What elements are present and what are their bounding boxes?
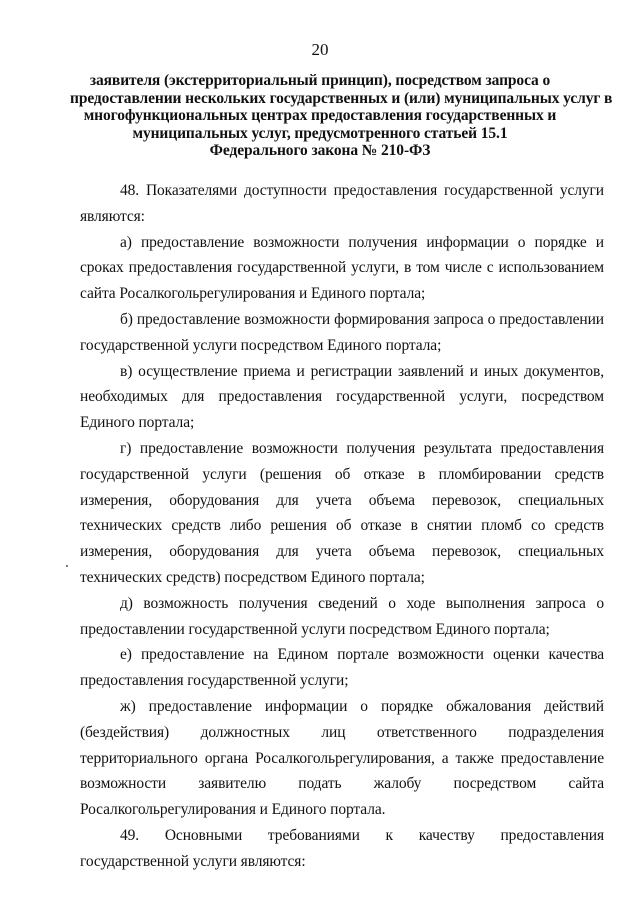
paragraph-48: 48. Показателями доступности предоставления государственной услуги являются: xyxy=(80,182,604,225)
paragraph-49: 49. Основными требованиями к качеству предоставления государственной услуги являются: xyxy=(80,826,604,870)
section-heading xyxy=(70,72,613,160)
heading-line: Федерального закона № 210-ФЗ xyxy=(209,142,431,159)
paragraph-item-b: б) предоставление возможности формирования запроса о предоставлении государственной услуги посредством Единого портала; xyxy=(80,310,604,354)
paragraph-item-e: е) предоставление на Едином портале возможности оценки качества предоставления государственной услуги; xyxy=(80,646,604,690)
heading-line: муниципальных услуг, предусмотренного статьей 15.1 xyxy=(132,124,508,142)
paragraph-item-d: д) возможность получения сведений о ходе выполнения запроса о предоставлении государственной услуги посредством Единого портала; xyxy=(80,594,604,638)
paragraph-item-zh: ж) предоставление информации о порядке обжалования действий (бездействия) должностных лиц ответственного подразделения территориального органа Росалкогольрегулирования, а также предоставление возможности заявителю подать жалобу посредством сайта Росалкогольрегулирования и Единого портала. xyxy=(80,697,604,819)
document-body xyxy=(80,178,604,875)
paragraph-item-v: в) осуществление приема и регистрации заявлений и иных документов, необходимых для предоставления государственной услуги, посредством Единого портала; xyxy=(80,362,604,432)
scan-speck xyxy=(66,565,68,567)
paragraph-item-a: а) предоставление возможности получения информации о порядке и сроках предоставления государственной услуги, в том числе с использованием сайта Росалкогольрегулирования и Единого портала; xyxy=(80,233,604,303)
heading-line: многофункциональных центрах предоставления государственных и xyxy=(83,107,557,124)
heading-line: предоставлении нескольких государственных и (или) муниципальных услуг в xyxy=(70,89,613,107)
heading-line: заявителя (экстерриториальный принцип), посредством запроса о xyxy=(89,72,551,89)
paragraph-item-g: г) предоставление возможности получения результата предоставления государственной услуги (решения об отказе в пломбировании средств измерения, оборудования для учета объема перевозок, специальных технических средств либо решения об отказе в снятии пломб со средств измерения, оборудования для учета объема перевозок, специальных технических средств) посредством Единого портала; xyxy=(80,439,604,586)
page-number: 20 xyxy=(311,40,329,59)
